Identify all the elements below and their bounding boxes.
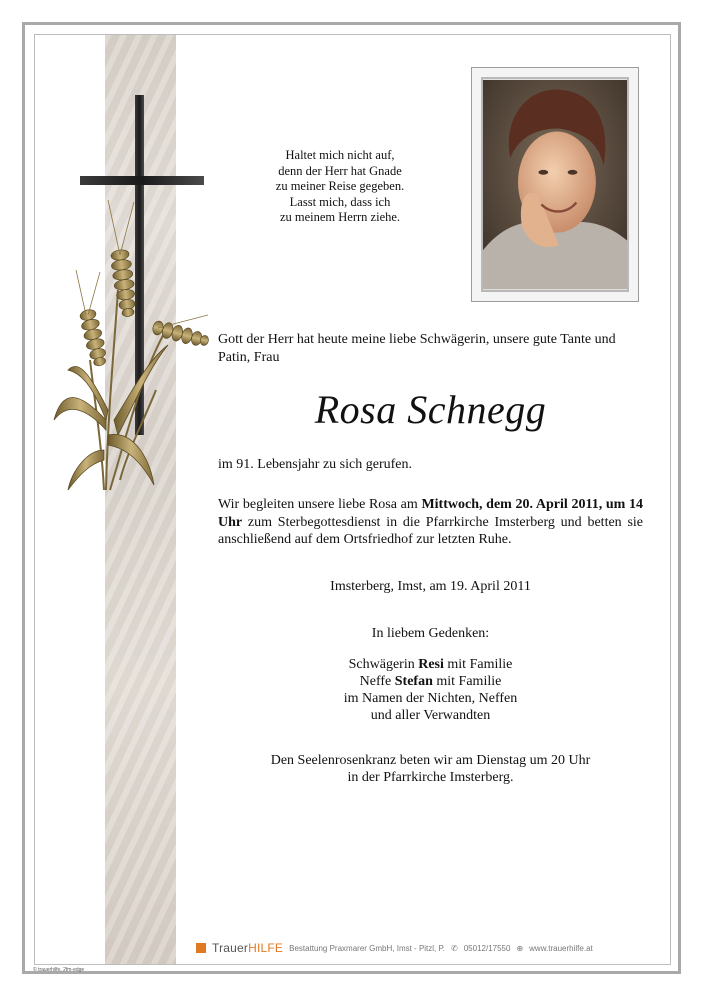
globe-icon: ⊕ xyxy=(516,943,524,953)
intro-line: Gott der Herr hat heute meine liebe Schwägerin, unsere gute Tante und xyxy=(218,332,616,347)
footer-phone: 05012/17550 xyxy=(463,943,511,953)
mourner-name: Resi xyxy=(418,657,444,672)
quote-line: zu meiner Reise gegeben. xyxy=(275,179,405,193)
footer-website[interactable]: www.trauerhilfe.at xyxy=(529,943,593,953)
funeral-date: Mittwoch, dem 20. April 2011, xyxy=(421,497,603,512)
footer-company: Bestattung Praxmarer GmbH, Imst - Pitzl, P. xyxy=(289,943,446,953)
portrait-photo xyxy=(481,77,629,292)
quote-line: Haltet mich nicht auf, xyxy=(285,148,395,162)
funeral-text: Wir begleiten unsere liebe Rosa am xyxy=(218,497,422,512)
funeral-details xyxy=(218,496,643,549)
intro-line: Patin, Frau xyxy=(218,350,280,365)
copyright-note: © trauerhilfe, 2fm-edge xyxy=(33,967,85,973)
quote-line: denn der Herr hat Gnade xyxy=(278,163,402,178)
place-date: Imsterberg, Imst, am 19. April 2011 xyxy=(330,579,531,594)
rosary-line: in der Pfarrkirche Imsterberg. xyxy=(347,770,514,785)
portrait-photo-frame xyxy=(471,67,639,302)
rosary-line: Den Seelenrosenkranz beten wir am Dienstag um 20 Uhr xyxy=(270,753,591,768)
mourner-text: mit Familie xyxy=(432,674,502,689)
mourner-text: mit Familie xyxy=(443,657,513,672)
mourner-text: Schwägerin xyxy=(348,657,419,672)
mourner-line: und aller Verwandten xyxy=(370,708,491,723)
memory-heading: In liebem Gedenken: xyxy=(371,626,490,641)
portrait-image xyxy=(483,79,627,290)
intro-text xyxy=(218,331,643,367)
deceased-name: Rosa Schnegg xyxy=(314,387,547,432)
trauerhilfe-logo-icon xyxy=(196,943,206,953)
mourner-text: Neffe xyxy=(359,674,395,689)
cross-with-wheat-icon xyxy=(48,90,213,500)
quote-line: Lasst mich, dass ich xyxy=(289,194,391,209)
footer-bar xyxy=(196,941,593,955)
logo-text-accent: HILFE xyxy=(248,941,284,955)
mourner-name: Stefan xyxy=(394,674,433,689)
mourner-line xyxy=(218,656,643,673)
funeral-time: um 14 Uhr xyxy=(218,497,644,530)
quote-line: zu meinem Herrn ziehe. xyxy=(279,210,401,224)
quote-verse xyxy=(240,148,440,226)
mourner-line xyxy=(218,673,643,690)
footer-logo-text xyxy=(212,941,283,955)
mourner-line: im Namen der Nichten, Neffen xyxy=(343,691,518,706)
funeral-text: zum Sterbegottesdienst in die Pfarrkirche Imsterberg und betten sie anschließend auf dem Ortsfriedhof zur letzten Ruhe. xyxy=(218,514,643,547)
phone-icon: ✆ xyxy=(451,943,458,953)
logo-text-part: Trauer xyxy=(212,941,249,955)
age-text: im 91. Lebensjahr zu sich gerufen. xyxy=(218,457,412,472)
